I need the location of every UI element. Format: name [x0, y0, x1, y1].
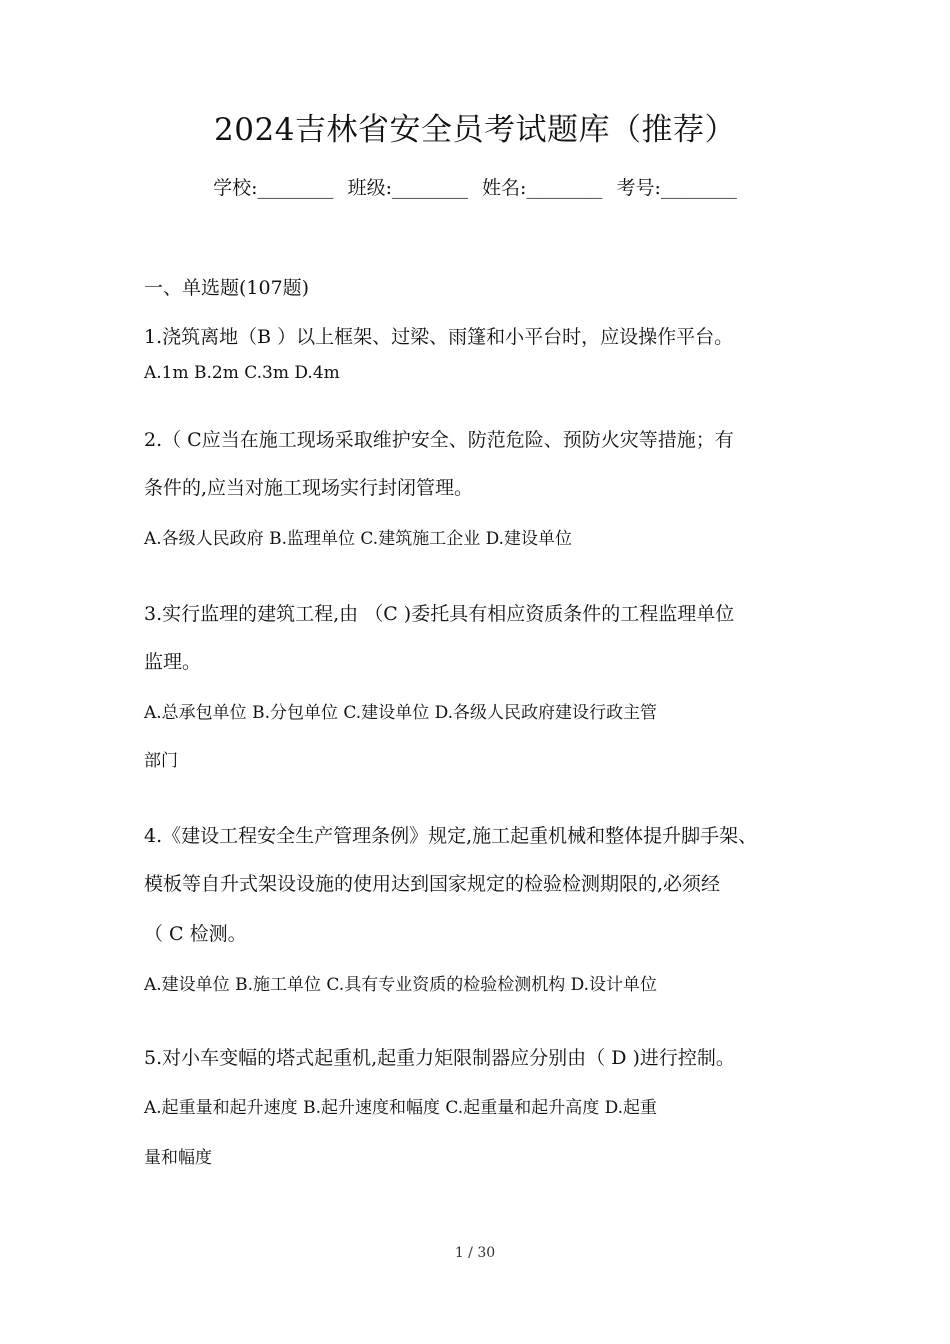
question-4-options-line-1: A.建设单位 B.施工单位 C.具有专业资质的检验检测机构 D.设计单位	[144, 975, 658, 995]
question-3-line-2: 监理。	[144, 651, 202, 673]
question-5-line-1: 5.对小车变幅的塔式起重机,起重力矩限制器应分别由（ D )进行控制。	[144, 1047, 735, 1069]
question-3-line-1: 3.实行监理的建筑工程,由 （C )委托具有相应资质条件的工程监理单位	[144, 603, 735, 625]
question-1-options-line-1: A.1m B.2m C.3m D.4m	[144, 363, 340, 383]
school-field: 学校:________	[213, 177, 334, 199]
question-2-options-line-1: A.各级人民政府 B.监理单位 C.建筑施工企业 D.建设单位	[144, 529, 573, 549]
question-3-options-line-1: A.总承包单位 B.分包单位 C.建设单位 D.各级人民政府建设行政主管	[144, 703, 658, 723]
question-5-options-line-2: 量和幅度	[144, 1148, 212, 1168]
class-field: 班级:________	[347, 177, 468, 199]
exam-number-field: 考号:________	[616, 177, 737, 199]
student-info-line	[0, 173, 950, 200]
name-field: 姓名:________	[482, 177, 603, 199]
page-number: 1 / 30	[454, 1245, 496, 1261]
question-4-line-1: 4.《建设工程安全生产管理条例》规定,施工起重机械和整体提升脚手架、	[144, 825, 758, 847]
question-1-line-1: 1.浇筑离地（B ）以上框架、过梁、雨篷和小平台时，应设操作平台。	[144, 326, 734, 348]
question-4-line-3: （ C 检测。	[144, 923, 247, 945]
question-3-options-line-2: 部门	[144, 751, 178, 771]
question-2-line-2: 条件的,应当对施工现场实行封闭管理。	[144, 477, 474, 499]
section-heading: 一、单选题(107题)	[144, 277, 310, 299]
question-4-line-2: 模板等自升式架设设施的使用达到国家规定的检验检测期限的,必须经	[144, 873, 721, 895]
question-5-options-line-1: A.起重量和起升速度 B.起升速度和幅度 C.起重量和起升高度 D.起重	[144, 1098, 658, 1118]
document-title: 2024吉林省安全员考试题库（推荐）	[214, 112, 736, 148]
question-2-line-1: 2.（ C应当在施工现场采取维护安全、防范危险、预防火灾等措施；有	[144, 429, 734, 451]
